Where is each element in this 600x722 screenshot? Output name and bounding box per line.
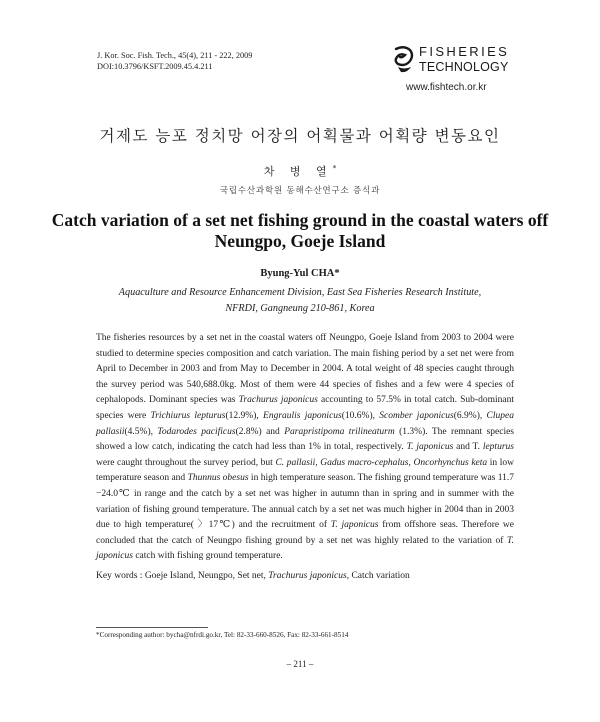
abstract-text: from offshore seas. Therefore we concluded that the catch of Neungpo fishing ground by a set net was highly related to the variation of	[96, 520, 514, 546]
abstract-text: accounting to 57.5% in total catch. Sub-dominant species were	[96, 395, 514, 421]
species-name: lepturus	[482, 442, 514, 453]
korean-author-mark: *	[332, 164, 337, 173]
species-name: T. japonicus	[406, 442, 454, 453]
abstract-text: were caught throughout the survey period, but	[96, 457, 276, 468]
species-name: Parapristipoma trilineaturm	[284, 426, 395, 437]
english-affiliation	[60, 285, 540, 316]
species-name: Todarodes pacificus	[157, 426, 236, 437]
korean-affiliation: 국립수산과학원 동해수산연구소 증식과	[219, 186, 381, 196]
english-title: Catch variation of a set net fishing ground in the coastal waters off Neungpo, Goeje Island	[51, 210, 549, 251]
korean-author-name: 차 병 열	[263, 165, 333, 178]
affiliation-line-1: Aquaculture and Resource Enhancement Division, East Sea Fisheries Research Institute,	[118, 287, 482, 298]
abstract-text: (6.9%),	[453, 410, 487, 421]
journal-website-link[interactable]: www.fishtech.or.kr	[406, 82, 487, 93]
keywords-suffix: , Catch variation	[346, 571, 410, 581]
abstract-text: catch with fishing ground temperature.	[132, 551, 283, 562]
abstract-text: (4.5%),	[124, 426, 158, 437]
abstract	[96, 331, 514, 565]
abstract-text: in low temperature season and	[96, 457, 515, 484]
species-name: Clupea pallasii	[96, 410, 514, 437]
page-number: – 211 –	[286, 659, 314, 669]
abstract-text: The fisheries resources by a set net in the coastal waters off Neungpo, Goeje Island from 2003 to 2004 were studied to determine species composition and catch variation. The main fishing period by a set net were from April to December in 2003 and from May to December in 2004. A total weight of 48 species caught through the survey period was 540,688.0kg. Most of them were 44 species of fishes and a few were 4 species of cephalopods. Dominant species was	[96, 333, 514, 406]
logo-text-fisheries: FISHERIES	[419, 44, 510, 59]
abstract-text: (1.3%). The remnant species showed a low catch, indicating the catch had less than 1% in total, respectively.	[96, 426, 514, 453]
logo-text-technology: TECHNOLOGY	[419, 60, 509, 74]
english-author	[0, 268, 600, 279]
korean-author	[0, 163, 600, 179]
species-name: Thunnus obesus	[187, 473, 249, 484]
keywords	[96, 569, 514, 583]
abstract-text: (12.9%),	[225, 410, 264, 421]
journal-line: J. Kor. Soc. Fish. Tech., 45(4), 211 - 222, 2009	[97, 51, 253, 60]
author-mark: *	[334, 268, 340, 279]
author-given-name: Byung-Yul	[260, 268, 312, 279]
species-name: Scomber japonicus	[379, 410, 454, 421]
species-name: C. pallasii, Gadus macro-cephalus, Oncorhynchus keta	[275, 457, 488, 468]
affiliation-line-2: NFRDI, Gangneung 210-861, Korea	[225, 302, 375, 314]
species-name: T. japonicus	[330, 520, 379, 531]
species-name: T. japonicus	[96, 535, 514, 562]
footnote-divider	[96, 627, 208, 628]
keywords-prefix: Key words : Goeje Island, Neungpo, Set net,	[96, 571, 269, 581]
korean-title: 거제도 능포 정치망 어장의 어획물과 어획량 변동요인	[99, 127, 501, 145]
keywords-italic: Trachurus japonicus	[268, 571, 347, 581]
species-name: Trichiurus lepturus	[150, 410, 226, 421]
journal-citation	[97, 50, 252, 72]
abstract-text: and T.	[453, 442, 483, 453]
fish-logo-icon	[393, 45, 415, 75]
species-name: Engraulis japonicus	[263, 410, 342, 421]
journal-logo	[393, 44, 513, 76]
abstract-text: (2.8%) and	[235, 426, 285, 437]
doi-line: DOI:10.3796/KSFT.2009.45.4.211	[97, 62, 213, 71]
abstract-text: in high temperature season. The fishing ground temperature was 11.7 −24.0℃ in range and the catch by a set net was higher in autumn than in spring and in summer with the variation of fishing ground temperature. The annual catch by a set net was much higher in 2004 than in 2003 due to high temperature( 〉17℃) and the recruitment of	[96, 473, 515, 531]
corresponding-author-footnote: *Corresponding author: bycha@nfrdi.go.kr, Tel: 82-33-660-8526, Fax: 82-33-661-8514	[96, 631, 349, 639]
abstract-text: (10.6%),	[341, 410, 380, 421]
author-family-name: CHA	[311, 268, 335, 279]
species-name: Trachurus japonicus	[238, 395, 318, 406]
